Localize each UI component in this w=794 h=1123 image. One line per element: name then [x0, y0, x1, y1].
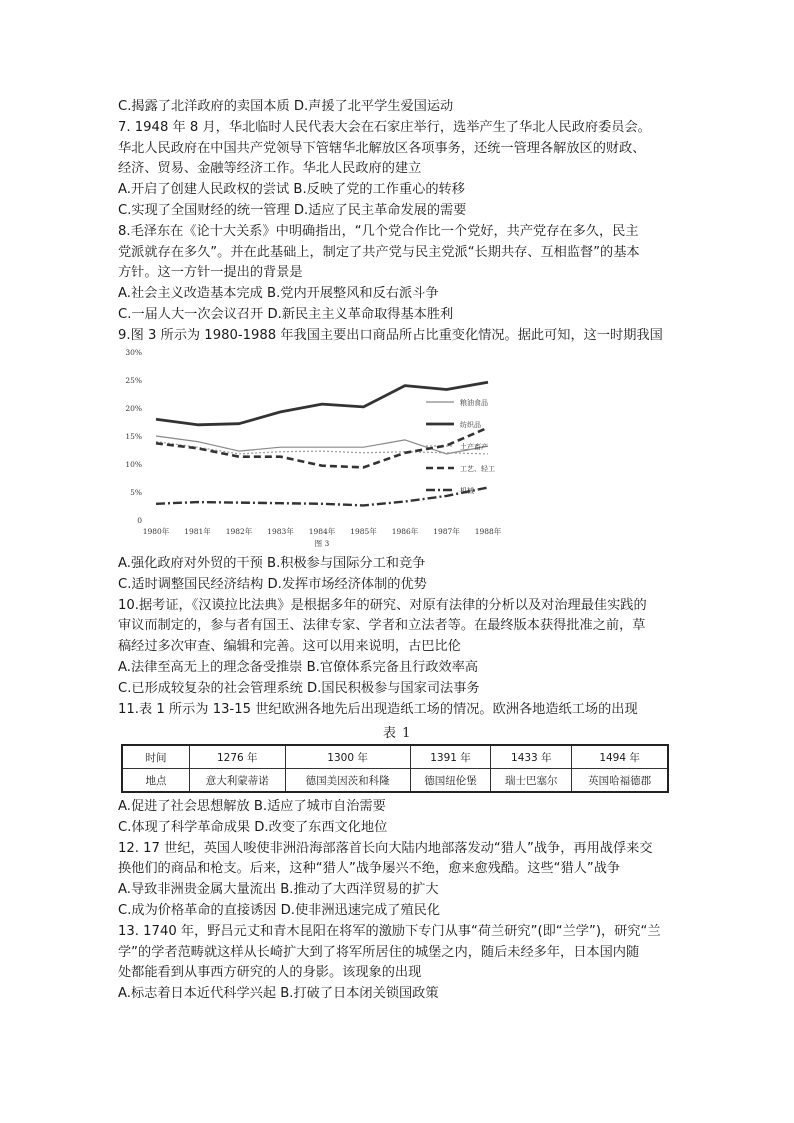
x-tick-label: 1981年	[184, 527, 211, 536]
table-row	[122, 745, 668, 769]
table-cell: 1391 年	[410, 745, 491, 769]
x-tick-label: 1983年	[267, 527, 294, 536]
text-line: C.体现了科学革命成果 D.改变了东西文化地位	[118, 819, 388, 835]
text-line: A.导致非洲贵金属大量流出 B.推动了大西洋贸易的扩大	[118, 882, 439, 898]
text-line: 7. 1948 年 8 月，华北临时人民代表大会在石家庄举行，选举产生了华北人民政府委员会。	[118, 119, 651, 135]
table-row	[122, 769, 668, 793]
legend-label: 工艺、轻工	[460, 465, 495, 473]
table-cell: 1433 年	[491, 745, 572, 769]
text-line: C.适时调整国民经济结构 D.发挥市场经济体制的优势	[118, 576, 427, 592]
table-cell: 瑞士巴塞尔	[491, 769, 572, 793]
table-cell: 德国美因茨和科隆	[285, 769, 410, 793]
text-line: 党派就存在多久”。并在此基础上，制定了共产党与民主党派“长期共存、互相监督”的基本	[118, 244, 640, 260]
text-line: C.已形成较复杂的社会管理系统 D.国民积极参与国家司法事务	[118, 680, 480, 696]
x-tick-label: 1982年	[225, 527, 253, 536]
chart-caption: 图 3	[314, 539, 330, 548]
legend-label: 粮油食品	[460, 399, 488, 407]
text-line: 方针。这一方针一提出的背景是	[118, 265, 303, 281]
x-tick-label: 1988年	[474, 527, 502, 536]
text-line: C.成为价格革命的直接诱因 D.使非洲迅速完成了殖民化	[118, 903, 441, 918]
text-line: A.法律至高无上的理念备受推崇 B.官僚体系完备且行政效率高	[118, 660, 479, 675]
table-cell: 1494 年	[572, 745, 668, 769]
text-line: A.社会主义改造基本完成 B.党内开展整风和反右派斗争	[118, 286, 439, 302]
table-cell: 英国哈福德郡	[572, 769, 668, 793]
export-share-line-chart	[118, 342, 518, 552]
y-tick-label: 20%	[125, 404, 142, 413]
text-line: 稿经过多次审查、编辑和完善。这可以用来说明，古巴比伦	[118, 639, 461, 655]
text-line: 8.毛泽东在《论十大关系》中明确指出，“几个党合作比一个党好，共产党存在多久，民主	[118, 223, 639, 239]
y-tick-label: 25%	[125, 376, 142, 385]
table-cell: 德国纽伦堡	[410, 769, 491, 793]
table-cell: 1276 年	[190, 745, 286, 769]
text-line: 9.图 3 所示为 1980-1988 年我国主要出口商品所占比重变化情况。据此可知，这一时期我国	[118, 327, 663, 343]
text-line: C.一届人大一次会议召开 D.新民主主义革命取得基本胜利	[118, 307, 454, 322]
text-line: 学”的学者范畴就这样从长崎扩大到了将军所居住的城堡之内，随后未经多年，日本国内随	[118, 944, 640, 960]
y-tick-label: 15%	[125, 432, 142, 441]
table-cell: 1300 年	[285, 745, 410, 769]
x-tick-label: 1984年	[308, 527, 336, 536]
x-tick-label: 1986年	[391, 527, 419, 536]
text-line: 13. 1740 年，野吕元丈和青木昆阳在将军的激励下专门从事“荷兰研究”(即“兰学”)，研究“兰	[118, 923, 661, 939]
x-tick-label: 1980年	[142, 527, 170, 536]
table-cell: 时间	[122, 745, 190, 769]
table-title: 表 1	[383, 726, 412, 741]
text-line: 12. 17 世纪，英国人唆使非洲沿海部落首长向大陆内地部落发动“猎人”战争，再用战俘来交	[118, 840, 653, 856]
y-tick-label: 5%	[130, 488, 142, 497]
text-line: A.促进了社会思想解放 B.适应了城市自治需要	[118, 799, 386, 814]
text-line: A.开启了创建人民政权的尝试 B.反映了党的工作重心的转移	[118, 182, 465, 198]
paper-workshop-table	[121, 744, 669, 793]
y-tick-label: 0	[137, 516, 142, 525]
text-line: 经济、贸易、金融等经济工作。华北人民政府的建立	[118, 161, 422, 177]
legend-label: 土产畜产	[460, 443, 488, 451]
text-line: C.揭露了北洋政府的卖国本质 D.声援了北平学生爱国运动	[118, 99, 454, 114]
text-line: 华北人民政府在中国共产党领导下管辖华北解放区各项事务，还统一管理各解放区的财政、	[118, 140, 646, 156]
series-line	[156, 382, 488, 425]
text-line: 审议而制定的，参与者有国王、法律专家、学者和立法者等。在最终版本获得批准之前，草	[118, 618, 646, 634]
text-line: 10.据考证，《汉谟拉比法典》是根据多年的研究、对原有法律的分析以及对治理最佳实践的	[118, 597, 647, 613]
text-line: 换他们的商品和枪支。后来，这种“猎人”战争屡兴不绝，愈来愈残酷。这些“猎人”战争	[118, 861, 621, 877]
text-line: A.强化政府对外贸的干预 B.积极参与国际分工和竞争	[118, 556, 426, 571]
table-cell: 意大利蒙蒂诺	[190, 769, 286, 793]
text-line: C.实现了全国财经的统一管理 D.适应了民主革命发展的需要	[118, 203, 467, 218]
text-line: A.标志着日本近代科学兴起 B.打破了日本闭关锁国政策	[118, 986, 439, 1002]
y-tick-label: 30%	[125, 348, 142, 357]
x-tick-label: 1985年	[350, 527, 377, 536]
y-tick-label: 10%	[125, 460, 142, 469]
table-cell: 地点	[122, 769, 190, 793]
legend-label: 纺织品	[460, 421, 481, 429]
x-tick-label: 1987年	[433, 527, 460, 536]
legend-label: 机械	[460, 487, 474, 495]
text-line: 11.表 1 所示为 13-15 世纪欧洲各地先后出现造纸工场的情况。欧洲各地造纸工场的出现	[118, 701, 638, 717]
text-line: 处都能看到从事西方研究的人的身影。该现象的出现	[118, 965, 422, 981]
